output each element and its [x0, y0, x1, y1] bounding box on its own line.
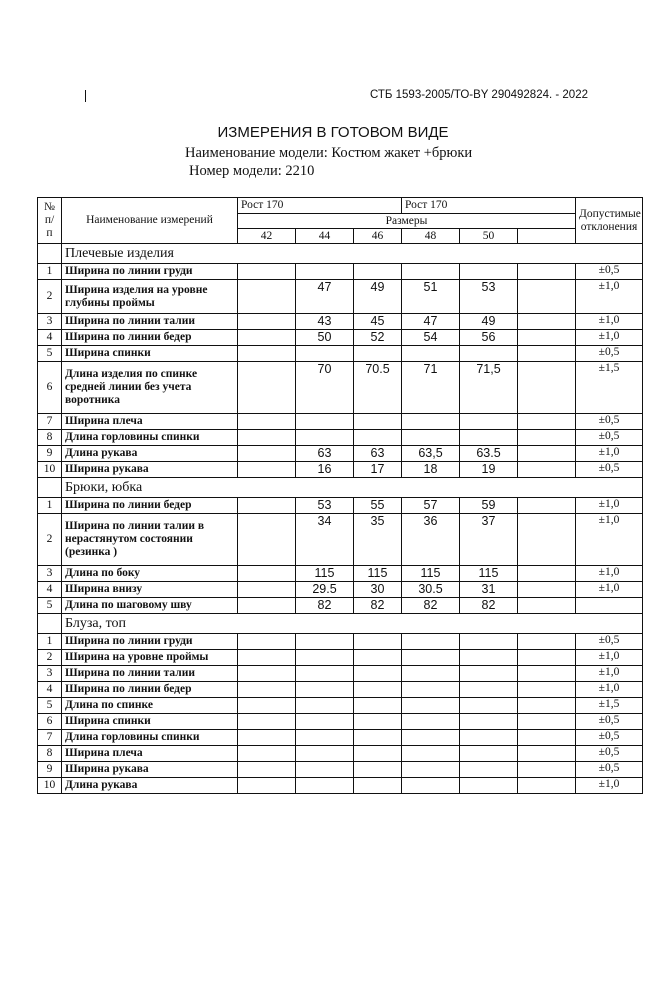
- table-row: [38, 446, 643, 462]
- size-value: [238, 666, 296, 682]
- size-value: 56: [460, 330, 518, 346]
- table-row: [38, 730, 643, 746]
- header-height-left: Рост 170: [238, 198, 402, 214]
- size-value: [402, 778, 460, 794]
- row-number: 1: [38, 634, 62, 650]
- table-row: [38, 666, 643, 682]
- table-row: [38, 582, 643, 598]
- section-title: Брюки, юбка: [62, 478, 643, 498]
- tolerance-value: ±1,0: [576, 666, 643, 682]
- size-value: [238, 430, 296, 446]
- text-cursor: [85, 90, 86, 102]
- size-value: [460, 650, 518, 666]
- size-value: [238, 362, 296, 414]
- size-value: [460, 714, 518, 730]
- measurement-name: Длина горловины спинки: [62, 730, 238, 746]
- size-value: [460, 634, 518, 650]
- document-title: ИЗМЕРЕНИЯ В ГОТОВОМ ВИДЕ: [217, 124, 449, 141]
- extra-cell: [518, 446, 576, 462]
- model-number: Номер модели: 2210: [189, 163, 315, 179]
- tolerance-value: ±1,0: [576, 566, 643, 582]
- row-number: 2: [38, 514, 62, 566]
- size-value: [296, 346, 354, 362]
- size-value: [402, 634, 460, 650]
- row-number: 10: [38, 778, 62, 794]
- table-row: [38, 762, 643, 778]
- size-value: [460, 746, 518, 762]
- size-value: 47: [402, 314, 460, 330]
- row-number: 3: [38, 666, 62, 682]
- row-number: 5: [38, 598, 62, 614]
- extra-cell: [518, 714, 576, 730]
- measurement-name: Ширина внизу: [62, 582, 238, 598]
- size-value: [238, 462, 296, 478]
- measurement-name: Ширина плеча: [62, 746, 238, 762]
- model-name: Наименование модели: Костюм жакет +брюки: [185, 145, 473, 161]
- size-value: 115: [296, 566, 354, 582]
- size-value: [238, 746, 296, 762]
- row-number: 8: [38, 430, 62, 446]
- size-value: [296, 698, 354, 714]
- size-value: [354, 430, 402, 446]
- size-value: [460, 762, 518, 778]
- table-row: [38, 462, 643, 478]
- row-number: 1: [38, 264, 62, 280]
- measurement-name: Длина по спинке: [62, 698, 238, 714]
- table-row: [38, 498, 643, 514]
- section-index-cell: [38, 478, 62, 498]
- size-value: 115: [460, 566, 518, 582]
- table-row: [38, 346, 643, 362]
- size-value: [296, 650, 354, 666]
- tolerance-value: ±0,5: [576, 264, 643, 280]
- size-header: 48: [402, 229, 460, 244]
- size-value: 50: [296, 330, 354, 346]
- size-value: [354, 414, 402, 430]
- size-value: [402, 714, 460, 730]
- measurement-name: Ширина по линии талии: [62, 666, 238, 682]
- extra-cell: [518, 314, 576, 330]
- size-value: 31: [460, 582, 518, 598]
- extra-cell: [518, 362, 576, 414]
- measurement-name: Ширина по линии груди: [62, 264, 238, 280]
- extra-cell: [518, 762, 576, 778]
- size-value: [460, 430, 518, 446]
- size-value: [354, 714, 402, 730]
- size-value: [402, 682, 460, 698]
- extra-cell: [518, 666, 576, 682]
- measurement-name: Ширина изделия на уровне глубины проймы: [62, 280, 238, 314]
- row-number: 4: [38, 582, 62, 598]
- table-row: [38, 682, 643, 698]
- size-value: [354, 746, 402, 762]
- size-value: [238, 598, 296, 614]
- size-value: 35: [354, 514, 402, 566]
- size-value: [296, 634, 354, 650]
- tolerance-value: [576, 598, 643, 614]
- table-row: [38, 362, 643, 414]
- size-value: [296, 746, 354, 762]
- size-value: [296, 414, 354, 430]
- size-value: 45: [354, 314, 402, 330]
- tolerance-value: ±1,0: [576, 314, 643, 330]
- size-value: 51: [402, 280, 460, 314]
- row-number: 2: [38, 650, 62, 666]
- tolerance-value: ±1,0: [576, 582, 643, 598]
- size-value: [238, 582, 296, 598]
- measurement-name: Ширина по линии бедер: [62, 682, 238, 698]
- header-sizes: Размеры: [238, 214, 576, 229]
- size-value: [402, 650, 460, 666]
- size-value: [402, 346, 460, 362]
- table-row: [38, 414, 643, 430]
- size-value: 115: [402, 566, 460, 582]
- size-value: [460, 666, 518, 682]
- size-value: [296, 714, 354, 730]
- row-number: 9: [38, 446, 62, 462]
- measurement-name: Ширина спинки: [62, 714, 238, 730]
- extra-cell: [518, 566, 576, 582]
- header-measurement-name: Наименование измерений: [62, 198, 238, 244]
- size-value: [296, 666, 354, 682]
- row-number: 9: [38, 762, 62, 778]
- extra-cell: [518, 264, 576, 280]
- size-value: [354, 698, 402, 714]
- size-value: [402, 264, 460, 280]
- size-value: 82: [296, 598, 354, 614]
- size-value: 19: [460, 462, 518, 478]
- row-number: 7: [38, 414, 62, 430]
- tolerance-value: ±0,5: [576, 346, 643, 362]
- table-row: [38, 634, 643, 650]
- extra-cell: [518, 498, 576, 514]
- size-value: 53: [296, 498, 354, 514]
- extra-cell: [518, 582, 576, 598]
- tolerance-value: ±1,0: [576, 498, 643, 514]
- tolerance-value: ±0,5: [576, 714, 643, 730]
- tolerance-value: ±1,0: [576, 446, 643, 462]
- tolerance-value: ±0,5: [576, 414, 643, 430]
- row-number: 3: [38, 314, 62, 330]
- size-value: [354, 666, 402, 682]
- size-value: 52: [354, 330, 402, 346]
- size-value: [354, 778, 402, 794]
- table-row: [38, 746, 643, 762]
- size-value: 34: [296, 514, 354, 566]
- header-tolerance: Допустимые отклонения: [576, 198, 643, 244]
- measurement-name: Длина горловины спинки: [62, 430, 238, 446]
- size-value: [238, 682, 296, 698]
- size-value: [354, 682, 402, 698]
- size-value: 82: [460, 598, 518, 614]
- size-value: 49: [460, 314, 518, 330]
- size-value: [354, 346, 402, 362]
- size-header: 44: [296, 229, 354, 244]
- section-index-cell: [38, 244, 62, 264]
- size-value: 63.5: [460, 446, 518, 462]
- measurement-name: Ширина по линии бедер: [62, 330, 238, 346]
- size-value: [296, 762, 354, 778]
- row-number: 8: [38, 746, 62, 762]
- size-value: [238, 650, 296, 666]
- tolerance-value: ±0,5: [576, 730, 643, 746]
- tolerance-value: ±0,5: [576, 430, 643, 446]
- size-value: [238, 280, 296, 314]
- size-value: [238, 778, 296, 794]
- size-value: 59: [460, 498, 518, 514]
- size-value: [238, 566, 296, 582]
- extra-cell: [518, 746, 576, 762]
- table-row: [38, 650, 643, 666]
- tolerance-value: ±1,0: [576, 280, 643, 314]
- table-row: [38, 330, 643, 346]
- tolerance-value: ±1,0: [576, 650, 643, 666]
- extra-cell: [518, 698, 576, 714]
- size-value: 71: [402, 362, 460, 414]
- measurement-name: Ширина рукава: [62, 762, 238, 778]
- size-value: 71,5: [460, 362, 518, 414]
- size-value: 37: [460, 514, 518, 566]
- size-value: 70.5: [354, 362, 402, 414]
- measurements-table: [37, 197, 643, 794]
- measurement-name: Ширина по линии талии: [62, 314, 238, 330]
- size-value: [460, 264, 518, 280]
- size-value: [402, 414, 460, 430]
- measurement-name: Ширина по линии груди: [62, 634, 238, 650]
- tolerance-value: ±1,5: [576, 698, 643, 714]
- size-value: [296, 778, 354, 794]
- header-height-right: Рост 170: [402, 198, 576, 214]
- extra-cell: [518, 682, 576, 698]
- size-header-extra: [518, 229, 576, 244]
- row-number: 4: [38, 330, 62, 346]
- table-row: [38, 778, 643, 794]
- size-value: [402, 746, 460, 762]
- measurement-name: Длина по шаговому шву: [62, 598, 238, 614]
- table-row: [38, 566, 643, 582]
- extra-cell: [518, 598, 576, 614]
- tolerance-value: ±0,5: [576, 462, 643, 478]
- row-number: 10: [38, 462, 62, 478]
- section-index-cell: [38, 614, 62, 634]
- size-value: 63: [296, 446, 354, 462]
- size-value: [296, 264, 354, 280]
- table-row: [38, 314, 643, 330]
- extra-cell: [518, 414, 576, 430]
- standard-code: СТБ 1593-2005/ТО-BY 290492824. - 2022: [369, 89, 588, 101]
- size-value: 82: [402, 598, 460, 614]
- size-value: 47: [296, 280, 354, 314]
- size-value: [402, 730, 460, 746]
- extra-cell: [518, 650, 576, 666]
- size-value: 29.5: [296, 582, 354, 598]
- size-value: [296, 730, 354, 746]
- size-value: [238, 698, 296, 714]
- size-value: [296, 682, 354, 698]
- size-value: 49: [354, 280, 402, 314]
- size-value: 16: [296, 462, 354, 478]
- row-number: 7: [38, 730, 62, 746]
- tolerance-value: ±1,0: [576, 330, 643, 346]
- size-value: [402, 430, 460, 446]
- measurement-name: Длина рукава: [62, 446, 238, 462]
- extra-cell: [518, 330, 576, 346]
- size-value: [238, 314, 296, 330]
- size-value: 115: [354, 566, 402, 582]
- size-value: [238, 714, 296, 730]
- tolerance-value: ±0,5: [576, 762, 643, 778]
- tolerance-value: ±1,0: [576, 682, 643, 698]
- size-value: [238, 330, 296, 346]
- row-number: 2: [38, 280, 62, 314]
- size-value: [460, 730, 518, 746]
- table-row: [38, 430, 643, 446]
- section-title: Блуза, топ: [62, 614, 643, 634]
- row-number: 4: [38, 682, 62, 698]
- size-value: [354, 650, 402, 666]
- size-value: [354, 264, 402, 280]
- size-header: 42: [238, 229, 296, 244]
- extra-cell: [518, 430, 576, 446]
- measurement-name: Ширина рукава: [62, 462, 238, 478]
- measurement-name: Длина рукава: [62, 778, 238, 794]
- size-value: 55: [354, 498, 402, 514]
- tolerance-value: ±1,0: [576, 778, 643, 794]
- tolerance-value: ±1,5: [576, 362, 643, 414]
- size-value: [238, 264, 296, 280]
- table-row: [38, 714, 643, 730]
- size-value: [238, 634, 296, 650]
- size-value: 30.5: [402, 582, 460, 598]
- size-value: 17: [354, 462, 402, 478]
- size-header: 46: [354, 229, 402, 244]
- table-row: [38, 264, 643, 280]
- size-value: [402, 698, 460, 714]
- size-value: [460, 698, 518, 714]
- extra-cell: [518, 346, 576, 362]
- extra-cell: [518, 778, 576, 794]
- size-value: [354, 634, 402, 650]
- table-row: [38, 514, 643, 566]
- size-value: [354, 730, 402, 746]
- row-number: 1: [38, 498, 62, 514]
- size-value: 63,5: [402, 446, 460, 462]
- size-value: [238, 414, 296, 430]
- size-value: [402, 666, 460, 682]
- measurement-name: Ширина плеча: [62, 414, 238, 430]
- size-value: [238, 346, 296, 362]
- size-value: [460, 346, 518, 362]
- row-number: 5: [38, 698, 62, 714]
- extra-cell: [518, 730, 576, 746]
- row-number: 3: [38, 566, 62, 582]
- size-value: 53: [460, 280, 518, 314]
- size-value: 63: [354, 446, 402, 462]
- size-value: 57: [402, 498, 460, 514]
- size-value: 43: [296, 314, 354, 330]
- size-value: [238, 498, 296, 514]
- size-header: 50: [460, 229, 518, 244]
- size-value: 54: [402, 330, 460, 346]
- size-value: [238, 514, 296, 566]
- size-value: [354, 762, 402, 778]
- table-row: [38, 598, 643, 614]
- size-value: [460, 414, 518, 430]
- section-title: Плечевые изделия: [62, 244, 643, 264]
- header-number: № п/ п: [38, 198, 62, 244]
- measurement-name: Ширина по линии талии в нерастянутом состоянии (резинка ): [62, 514, 238, 566]
- row-number: 6: [38, 362, 62, 414]
- tolerance-value: ±0,5: [576, 746, 643, 762]
- extra-cell: [518, 634, 576, 650]
- size-value: [296, 430, 354, 446]
- extra-cell: [518, 280, 576, 314]
- size-value: 18: [402, 462, 460, 478]
- measurement-name: Длина по боку: [62, 566, 238, 582]
- size-value: [238, 762, 296, 778]
- size-value: 36: [402, 514, 460, 566]
- row-number: 5: [38, 346, 62, 362]
- size-value: [402, 762, 460, 778]
- size-value: [238, 446, 296, 462]
- size-value: [460, 682, 518, 698]
- measurement-name: Ширина по линии бедер: [62, 498, 238, 514]
- measurement-name: Ширина на уровне проймы: [62, 650, 238, 666]
- size-value: 82: [354, 598, 402, 614]
- row-number: 6: [38, 714, 62, 730]
- measurement-name: Ширина спинки: [62, 346, 238, 362]
- tolerance-value: ±0,5: [576, 634, 643, 650]
- tolerance-value: ±1,0: [576, 514, 643, 566]
- extra-cell: [518, 462, 576, 478]
- extra-cell: [518, 514, 576, 566]
- size-value: [238, 730, 296, 746]
- table-row: [38, 280, 643, 314]
- size-value: 30: [354, 582, 402, 598]
- table-row: [38, 698, 643, 714]
- measurement-name: Длина изделия по спинке средней линии без учета воротника: [62, 362, 238, 414]
- size-value: 70: [296, 362, 354, 414]
- size-value: [460, 778, 518, 794]
